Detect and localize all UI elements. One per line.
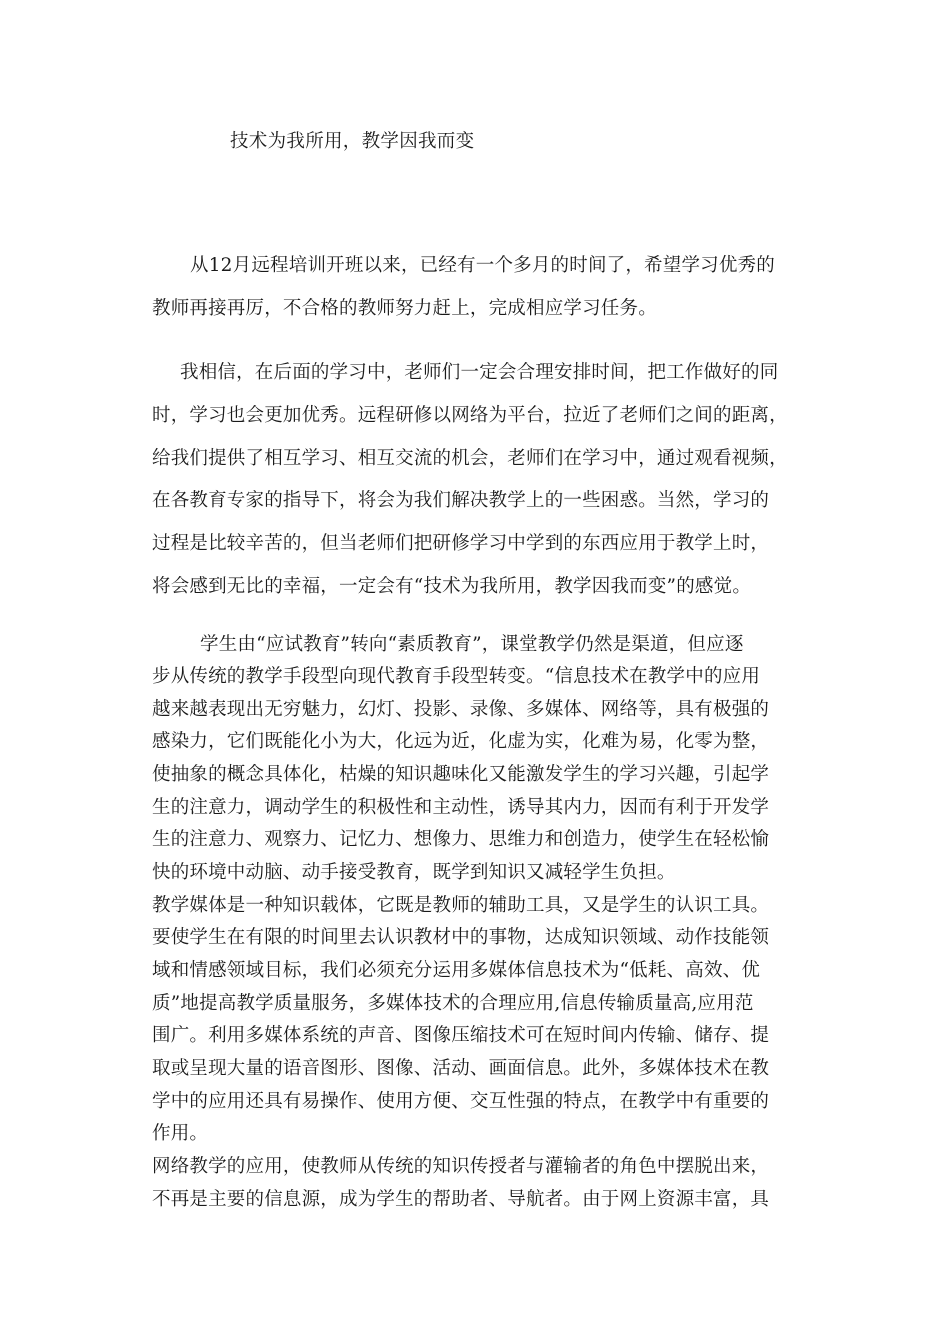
paragraph-line: 教学媒体是一种知识载体，它既是教师的辅助工具，又是学生的认识工具。: [152, 895, 770, 916]
paragraph-line: 使抽象的概念具体化，枯燥的知识趣味化又能激发学生的学习兴趣，引起学: [152, 764, 770, 785]
paragraph-line: 越来越表现出无穷魅力，幻灯、投影、录像、多媒体、网络等，具有极强的: [152, 699, 770, 720]
paragraph-line: 网络教学的应用，使教师从传统的知识传授者与灌输者的角色中摆脱出来，: [152, 1156, 770, 1177]
paragraph-line: 教师再接再厉，不合格的教师努力赶上，完成相应学习任务。: [152, 298, 657, 319]
paragraph-line: 感染力，它们既能化小为大，化远为近，化虚为实，化难为易，化零为整，: [152, 731, 770, 752]
paragraph-line: 时，学习也会更加优秀。远程研修以网络为平台，拉近了老师们之间的距离，: [152, 405, 788, 426]
paragraph-line: 在各教育专家的指导下，将会为我们解决教学上的一些困惑。当然，学习的: [152, 490, 770, 511]
paragraph-line: 不再是主要的信息源，成为学生的帮助者、导航者。由于网上资源丰富，具: [152, 1189, 770, 1210]
paragraph-line: 域和情感领域目标，我们必须充分运用多媒体信息技术为“低耗、高效、优: [152, 960, 761, 981]
paragraph-line: 快的环境中动脑、动手接受教育，既学到知识又减轻学生负担。: [152, 862, 676, 883]
paragraph-line: 作用。: [152, 1123, 209, 1144]
paragraph-line: 步从传统的教学手段型向现代教育手段型转变。“信息技术在教学中的应用: [152, 666, 761, 687]
paragraph-line: 质”地提高教学质量服务，多媒体技术的合理应用,信息传输质量高,应用范: [152, 993, 754, 1014]
paragraph-line: 取或呈现大量的语音图形、图像、活动、画面信息。此外，多媒体技术在教: [152, 1058, 770, 1079]
paragraph-line: 围广。利用多媒体系统的声音、图像压缩技术可在短时间内传输、储存、提: [152, 1025, 770, 1046]
paragraph-line: 我相信，在后面的学习中，老师们一定会合理安排时间，把工作做好的同: [180, 362, 779, 383]
paragraph-line: 学中的应用还具有易操作、使用方便、交互性强的特点，在教学中有重要的: [152, 1091, 770, 1112]
paragraph-line: 给我们提供了相互学习、相互交流的机会，老师们在学习中，通过观看视频，: [152, 448, 788, 469]
paragraph-line: 从12月远程培训开班以来，已经有一个多月的时间了，希望学习优秀的: [190, 255, 775, 276]
paragraph-line: 学生由“应试教育”转向“素质教育”，课堂教学仍然是渠道，但应逐: [200, 634, 744, 655]
paragraph-line: 将会感到无比的幸福，一定会有“技术为我所用，教学因我而变”的感觉。: [152, 576, 752, 597]
paragraph-line: 生的注意力、观察力、记忆力、想像力、思维力和创造力，使学生在轻松愉: [152, 829, 770, 850]
paragraph-line: 生的注意力，调动学生的积极性和主动性，诱导其内力，因而有利于开发学: [152, 797, 770, 818]
document-title: 技术为我所用，教学因我而变: [230, 131, 475, 152]
paragraph-line: 要使学生在有限的时间里去认识教材中的事物，达成知识领域、动作技能领: [152, 927, 770, 948]
paragraph-line: 过程是比较辛苦的，但当老师们把研修学习中学到的东西应用于教学上时，: [152, 533, 770, 554]
